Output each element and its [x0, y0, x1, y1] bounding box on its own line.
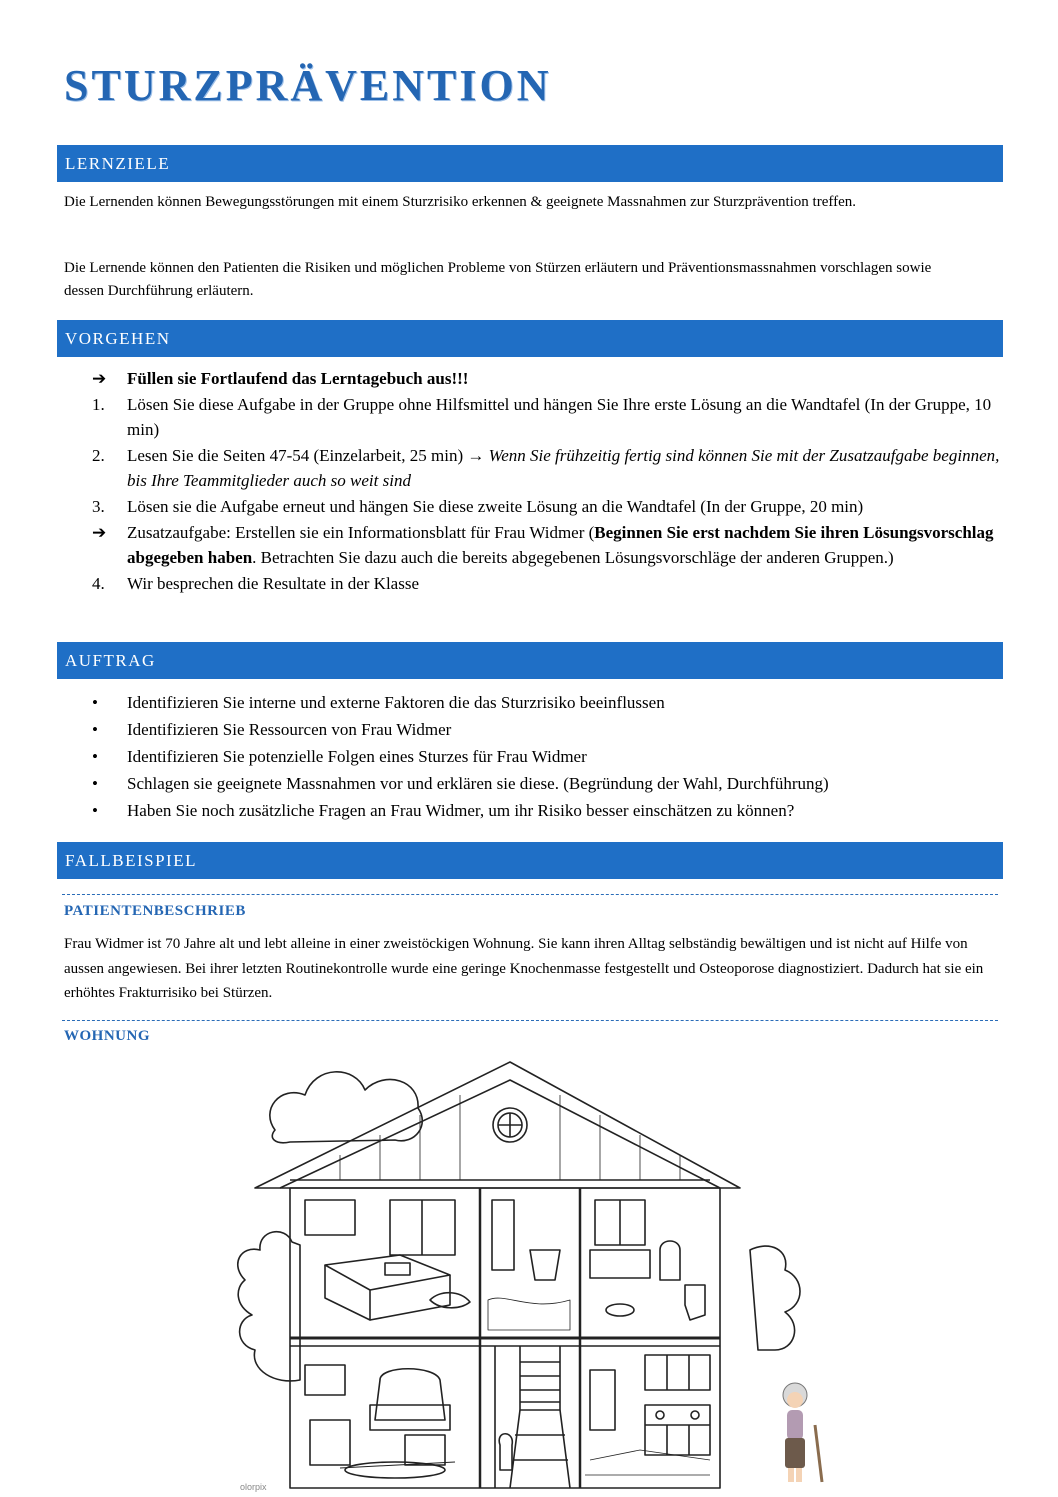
bullet-icon: •: [92, 720, 98, 739]
patient-description: Frau Widmer ist 70 Jahre alt und lebt alleine in einer zweistöckigen Wohnung. Sie kann ihren Alltag selbständig bewältigen und ist nicht auf Hilfe von aussen angewiesen. Bei ihrer letzten Routinekontrolle wurde eine geringe Knochenmasse festgestellt und Osteoporose diagnostiziert. Dadurch hat sie ein erhöhtes Frakturrisiko bei Stürzen.: [64, 936, 984, 1001]
list-item: [92, 716, 1002, 743]
list-item-text: Lösen Sie diese Aufgabe in der Gruppe ohne Hilfsmittel und hängen Sie Ihre erste Lösung an die Wandtafel (In der Gruppe, 10 min): [127, 394, 992, 440]
wohnung-heading: WOHNUNG: [64, 1028, 150, 1044]
list-item-text: Zusatzaufgabe: Erstellen sie ein Informationsblatt für Frau Widmer (: [127, 522, 595, 542]
auftrag-list: [92, 689, 1002, 824]
list-item: [92, 797, 1002, 824]
list-item: [92, 770, 1002, 797]
list-item-text: Identifizieren Sie potenzielle Folgen eines Sturzes für Frau Widmer: [127, 747, 587, 766]
list-item: [92, 520, 1002, 571]
list-item-bold: Beginnen Sie erst nachdem Sie ihren Lösungsvorschlag abgegeben haben: [127, 522, 994, 568]
list-item-text: Identifizieren Sie interne und externe Faktoren die das Sturzrisiko beeinflussen: [127, 693, 665, 712]
list-item-text: Lesen Sie die Seiten 47-54 (Einzelarbeit, 25 min) →: [127, 445, 489, 465]
image-credit: olorpix: [240, 1482, 267, 1492]
page-title: STURZPRÄVENTION: [64, 61, 552, 110]
elderly-woman-figure: [783, 1383, 822, 1482]
patient-heading: PATIENTENBESCHRIEB: [64, 903, 246, 919]
vorgehen-list: [92, 366, 1002, 596]
lernziele-paragraph-1: Die Lernenden können Bewegungsstörungen mit einem Sturzrisiko erkennen & geeignete Massnahmen zur Sturzprävention treffen.: [64, 194, 856, 210]
section-header-fallbeispiel: FALLBEISPIEL: [57, 842, 1003, 879]
bullet-icon: •: [92, 774, 98, 793]
list-item-text: Füllen sie Fortlaufend das Lerntagebuch aus!!!: [127, 369, 469, 388]
bullet-icon: •: [92, 801, 98, 820]
house-illustration: [230, 1050, 830, 1490]
list-item: [92, 743, 1002, 770]
list-item-text: Schlagen sie geeignete Massnahmen vor und erklären sie diese. (Begründung der Wahl, Durchführung): [127, 774, 829, 793]
list-number: 1.: [92, 394, 105, 414]
list-number: 4.: [92, 573, 105, 593]
list-item-text: Wir besprechen die Resultate in der Klasse: [127, 573, 419, 593]
list-item: [92, 689, 1002, 716]
lernziele-paragraph-2: Die Lernende können den Patienten die Risiken und möglichen Probleme von Stürzen erläutern und Präventionsmassnahmen vorschlagen sowie dessen Durchführung erläutern.: [64, 260, 932, 299]
list-item: [92, 494, 1002, 520]
list-item-text: Lösen sie die Aufgabe erneut und hängen Sie diese zweite Lösung an die Wandtafel (In der Gruppe, 20 min): [127, 496, 864, 516]
divider: [62, 894, 998, 895]
list-item-emphasis: Wenn Sie frühzeitig fertig sind können Sie mit der Zusatzaufgabe beginnen, bis Ihre Teammitglieder auch so weit sind: [127, 445, 1000, 491]
section-header-vorgehen: VORGEHEN: [57, 320, 1003, 357]
list-item: [92, 443, 1002, 494]
bullet-icon: •: [92, 747, 98, 766]
section-header-auftrag: AUFTRAG: [57, 642, 1003, 679]
list-item: [92, 392, 1002, 443]
section-header-lernziele: LERNZIELE: [57, 145, 1003, 182]
arrow-icon: ➔: [92, 522, 107, 542]
list-item: [92, 571, 1002, 597]
list-number: 3.: [92, 496, 105, 516]
list-number: 2.: [92, 445, 105, 465]
list-item-text: . Betrachten Sie dazu auch die bereits abgegebenen Lösungsvorschläge der anderen Gruppen.): [252, 548, 894, 568]
list-item: [92, 366, 1002, 392]
bullet-icon: •: [92, 693, 98, 712]
list-item-text: Haben Sie noch zusätzliche Fragen an Frau Widmer, um ihr Risiko besser einschätzen zu können?: [127, 801, 795, 820]
divider: [62, 1020, 998, 1021]
list-item-text: Identifizieren Sie Ressourcen von Frau Widmer: [127, 720, 452, 739]
arrow-icon: ➔: [92, 369, 107, 388]
